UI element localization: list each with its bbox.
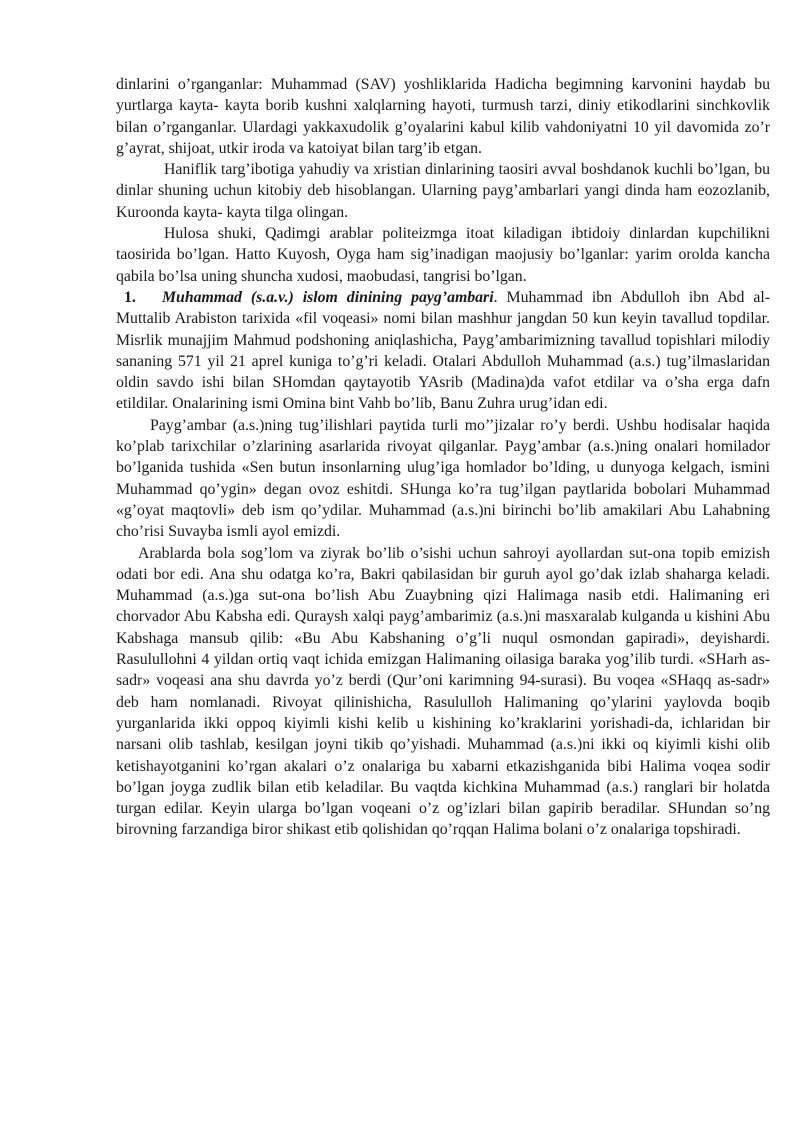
section-body: . Muhammad ibn Abdulloh ibn Abd al-Muttalib Arabiston tarixida «fil voqeasi» nomi bilan mashhur jangdan 50 kun keyin tavallud topdilar. Misrlik munajjim Mahmud podshoning aniqlashicha, Payg’ambarimizning tavallud topishlari milodiy sananing 571 yil 21 aprel kuniga to’g’ri keladi. Otalari Abdulloh Muhammad (a.s.) tug’ilmaslaridan oldin savdo ishi bilan SHomdan qaytayotib YAsrib (Madina)da vafot etdilar va o’sha erga dafn etildilar. Onalarining ismi Omina bint Vahb bo’lib, Banu Zuhra urug’idan edi. [116, 288, 770, 413]
paragraph-haniflik: Haniflik targ’ibotiga yahudiy va xristian dinlarining taosiri avval boshdanok kuchli bo’lgan, bu dinlar shuning uchun kitobiy deb hisoblangan. Ularning payg’ambarlari yangi dinda ham eozozlanib, Kuroonda kayta- kayta tilga olingan. [116, 161, 770, 221]
paragraph-intro: dinlarini o’rganganlar: Muhammad (SAV) yoshliklarida Hadicha begimning karvonini haydab bu yurtlarga kayta- kayta borib kushni xalqlarning hayoti, turmush tarzi, diniy etikodlarini sinchkovlik bilan o’rganganlar. Ulardagi yakkaxudolik g’oyalarini kabul kilib vahdoniyatni 10 yil davomida zo’r g’ayrat, shijoat, utkir iroda va katoiyat bilan targ’ib etgan. [116, 76, 770, 157]
document-page [116, 74, 770, 841]
paragraph-hulosa: Hulosa shuki, Qadimgi arablar politeizmga itoat kiladigan ibtidoiy dinlardan kupchilikni taosirida bo’lgan. Hatto Kuyosh, Oyga ham sig’inadigan maojusiy bo’lganlar: yarim orolda kancha qabila bo’lsa uning shuncha xudosi, maobudasi, tangrisi bo’lgan. [116, 225, 770, 285]
paragraph-mujizalar: Payg’ambar (a.s.)ning tug’ilishlari paytida turli mo’’jizalar ro’y berdi. Ushbu hodisalar haqida ko’plab tarixchilar o’zlarining asarlarida rivoyat qilganlar. Payg’ambar (a.s.)ning onalari homilador bo’lganida tushida «Sen butun insonlarning ulug’iga homlador bo’lding, u dunyoga kelgach, ismini Muhammad qo’ygin» degan ovoz eshitdi. SHunga ko’ra tug’ilgan paytlarida bobolari Muhammad «g’oyat maqtovli» deb ism qo’ydilar. Muhammad (a.s.)ni birinchi bo’lib amakilari Abu Lahabning cho’risi Suvayba ismli ayol emizdi. [116, 416, 770, 541]
section-number: 1. [124, 288, 136, 306]
paragraph-sut-ona: Arablarda bola sog’lom va ziyrak bo’lib o’sishi uchun sahroyi ayollardan sut-ona topib emizish odati bor edi. Ana shu odatga ko’ra, Bakri qabilasidan bir guruh ayol go’dak izlab shaharga keladi. Muhammad (a.s.)ga sut-ona bo’lish Abu Zuaybning qizi Halimaga nasib etdi. Halimaning eri chorvador Abu Kabsha edi. Quraysh xalqi payg’ambarimiz (a.s.)ni masxaralab kulganda u kishini Abu Kabshaga mansub qilib: «Bu Abu Kabshaning o’g’li nuqul osmondan gapiradi», deyishardi. Rasulullohni 4 yildan ortiq vaqt ichida emizgan Halimaning oilasiga baraka yog’ilib turdi. «SHarh as-sadr» voqeasi ana shu davrda yo’z berdi (Qur’oni karimning 94-surasi). Bu voqea «SHaqq as-sadr» deb ham nomlanadi. Rivoyat qilinishicha, Rasululloh Halimaning qo’ylarini yaylovda boqib yurganlarida ikki oppoq kiyimli kishi kelib u kishining ko’kraklarini yorishadi-da, ichlaridan bir narsani olib tashlab, kesilgan joyni tikib qo’yishadi. Muhammad (a.s.)ni ikki oq kiyimli kishi olib ketishayotganini ko’rgan akalari o’z onalariga bu xabarni etkazishganida bibi Halima voqea sodir bo’lgan joyga zudlik bilan etib keladilar. Bu vaqtda kichkina Muhammad (a.s.) ranglari bir holatda turgan edilar. Keyin ularga bo’lgan voqeani o’z og’izlari bilan gapirib beradilar. SHundan so’ng birovning farzandiga biror shikast etib qolishidan qo’rqqan Halima bolani o’z onalariga topshiradi. [116, 544, 770, 839]
section-paragraph [116, 287, 770, 415]
section-title: Muhammad (s.a.v.) islom dinining payg’ambari [162, 288, 494, 306]
